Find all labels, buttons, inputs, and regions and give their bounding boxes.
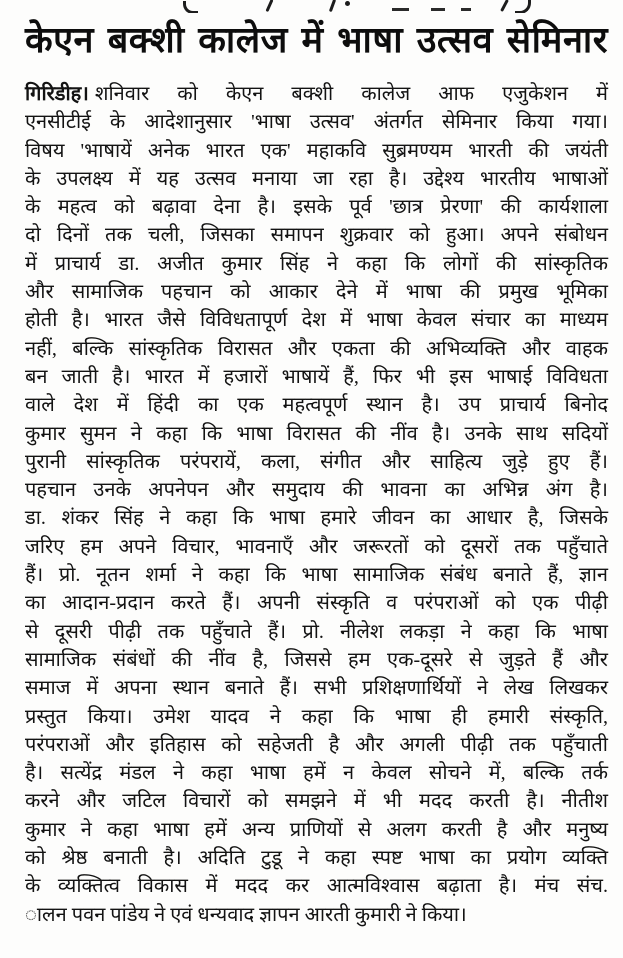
glyph-fragment: [265, 0, 273, 12]
body-line: से दूसरी पीढ़ी तक पहुँचाते हैं। प्रो. नीलेश लकड़ा ने कहा कि भाषा: [25, 620, 608, 643]
glyph-fragment: [461, 8, 471, 11]
body-line: सामाजिक संबंधों की नींव है, जिससे हम एक-दूसरे से जुड़ते हैं और: [25, 648, 608, 671]
body-line: दो दिनों तक चली, जिसका समापन शुक्रवार को हुआ। अपने संबोधन: [25, 224, 608, 247]
body-line: बन जाती है। भारत में हजारों भाषायें हैं, फिर भी इस भाषाई विविधता: [25, 365, 608, 388]
glyph-fragment: [392, 8, 409, 11]
body-line: के उपलक्ष्य में यह उत्सव मनाया जा रहा है। उद्देश्य भारतीय भाषाओं: [25, 167, 608, 190]
body-line: विषय 'भाषायें अनेक भारत एक' महाकवि सुब्रमण्यम भारती की जयंती: [25, 139, 608, 162]
body-line: [25, 80, 608, 108]
glyph-fragment: [500, 0, 509, 12]
body-line: डा. शंकर सिंह ने कहा कि भाषा हमारे जीवन का आधार है, जिसके: [25, 507, 608, 530]
body-line: होती है। भारत जैसे विविधतापूर्ण देश में भाषा केवल संचार का माध्यम: [25, 309, 608, 332]
body-line: नहीं, बल्कि सांस्कृतिक विरासत और एकता की अभिव्यक्ति और वाहक: [25, 337, 608, 360]
body-line: जरिए हम अपने विचार, भावनाएँ और जरूरतों को दूसरों तक पहुँचाते: [25, 535, 608, 558]
body-line: है। सत्येंद्र मंडल ने कहा भाषा हमें न केवल सोचने में, बल्कि तर्क: [25, 762, 608, 785]
body-line: परंपराओं और इतिहास को सहेजती है और अगली पीढ़ी तक पहुँचाती: [25, 733, 608, 756]
body-line: कुमार ने कहा भाषा हमें अन्य प्राणियों से अलग करती है और मनुष्य: [25, 818, 608, 841]
body-line: कुमार सुमन ने कहा कि भाषा विरासत की नींव है। उनके साथ सदियों: [25, 422, 608, 445]
body-line: और सामाजिक पहचान को आकार देने में भाषा की प्रमुख भूमिका: [25, 281, 608, 304]
body-line: के महत्व को बढ़ावा देना है। इसके पूर्व 'छात्र प्रेरणा' की कार्यशाला: [25, 196, 608, 219]
body-line-text: शनिवार को केएन बक्शी कालेज आफ एजुकेशन में: [94, 83, 608, 105]
glyph-fragment: [431, 8, 445, 11]
body-line: को श्रेष्ठ बनाती है। अदिति टुडू ने कहा स्पष्ट भाषा का प्रयोग व्यक्ति: [25, 847, 608, 870]
dateline: गिरिडीह।: [25, 83, 89, 105]
body-line: वाले देश में हिंदी का एक महत्वपूर्ण स्थान है। उप प्राचार्य बिनोद: [25, 394, 608, 417]
body-line: का आदान-प्रदान करते हैं। अपनी संस्कृति व परंपराओं को एक पीढ़ी: [25, 592, 608, 615]
body-line: एनसीटीई के आदेशानुसार 'भाषा उत्सव' अंतर्गत सेमिनार किया गया।: [25, 111, 608, 134]
body-line: करने और जटिल विचारों को समझने में भी मदद करती है। नीतीश: [25, 790, 608, 813]
body-line: पहचान उनके अपनेपन और समुदाय की भावना का अभिन्न अंग है।: [25, 479, 608, 502]
glyph-fragment: [329, 0, 336, 12]
body-line: हैं। प्रो. नूतन शर्मा ने कहा कि भाषा सामाजिक संबंध बनाते हैं, ज्ञान: [25, 564, 608, 587]
body-line: में प्राचार्य डा. अजीत कुमार सिंह ने कहा कि लोगों की सांस्कृतिक: [25, 252, 608, 275]
body-line: के व्यक्तित्व विकास में मदद कर आत्मविश्वास बढ़ाता है। मंच संच.: [25, 875, 608, 898]
body-line: ालन पवन पांडेय ने एवं धन्यवाद ज्ञापन आरती कुमारी ने किया।: [25, 903, 467, 926]
glyph-fragment: [345, 1, 350, 6]
article-headline: केएन बक्शी कालेज में भाषा उत्सव सेमिनार: [25, 20, 608, 60]
body-line: पुरानी सांस्कृतिक परंपरायें, कला, संगीत और साहित्य जुड़े हुए हैं।: [25, 450, 608, 473]
body-line: समाज में अपना स्थान बनाते हैं। सभी प्रशिक्षणार्थियों ने लेख लिखकर: [25, 677, 608, 700]
body-line: प्रस्तुत किया। उमेश यादव ने कहा कि भाषा ही हमारी संस्कृति,: [25, 705, 608, 728]
article-body: [25, 80, 608, 929]
